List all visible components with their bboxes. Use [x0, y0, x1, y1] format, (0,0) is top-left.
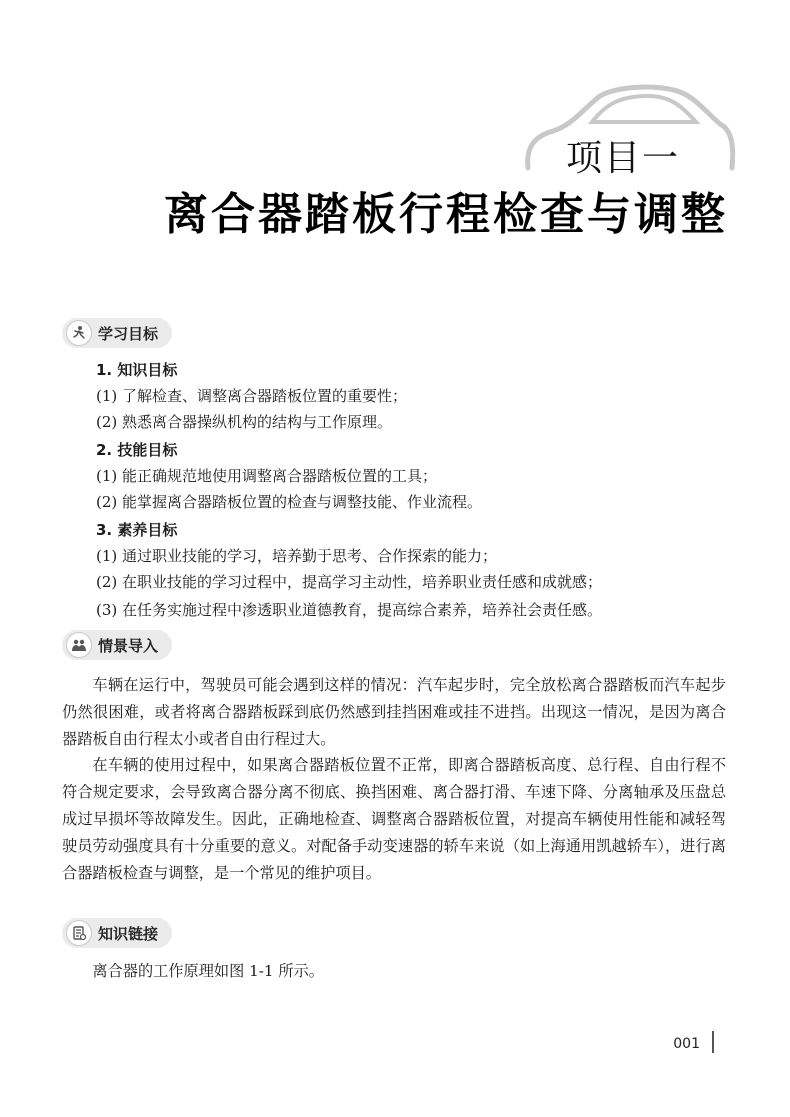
- list-item: (2) 能掌握离合器踏板位置的检查与调整技能、作业流程。: [96, 493, 483, 511]
- knowledge-objectives-title: 1. 知识目标: [96, 361, 178, 379]
- page-number-divider: [712, 1031, 714, 1053]
- list-item: (1) 能正确规范地使用调整离合器踏板位置的工具；: [96, 467, 438, 485]
- scenario-paragraph-2: 在车辆的使用过程中，如果离合器踏板位置不正常，即离合器踏板高度、总行程、自由行程不符合规定要求，会导致离合器分离不彻底、换挡困难、离合器打滑、车速下降、分离轴承及压盘总成过早损坏等故障发生。因此，正确地检查、调整离合器踏板位置，对提高车辆使用性能和减轻驾驶员劳动强度具有十分重要的意义。对配备手动变速器的轿车来说（如上海通用凯越轿车），进行离合器踏板检查与调整，是一个常见的维护项目。: [62, 756, 726, 882]
- section-heading-objectives: [62, 318, 172, 348]
- section-heading-knowledge-link: [62, 918, 172, 948]
- section-heading-label: 学习目标: [98, 324, 159, 343]
- section-heading-label: 情景导入: [98, 636, 159, 655]
- list-item: (2) 熟悉离合器操纵机构的结构与工作原理。: [96, 413, 393, 431]
- people-icon: [66, 632, 92, 658]
- literacy-objectives-title: 3. 素养目标: [96, 521, 178, 539]
- list-item: (2) 在职业技能的学习过程中，提高学习主动性，培养职业责任感和成就感；: [96, 573, 603, 591]
- scenario-paragraph-1: 车辆在运行中，驾驶员可能会遇到这样的情况：汽车起步时，完全放松离合器踏板而汽车起步仍然很困难，或者将离合器踏板踩到底仍然感到挂挡困难或挂不进挡。出现这一情况，是因为离合器踏板自由行程太小或者自由行程过大。: [62, 676, 726, 748]
- section-heading-scenario: [62, 630, 172, 660]
- page-title: 离合器踏板行程检查与调整: [164, 189, 728, 240]
- list-item: (1) 了解检查、调整离合器踏板位置的重要性；: [96, 387, 408, 405]
- list-item: (1) 通过职业技能的学习，培养勤于思考、合作探索的能力；: [96, 547, 498, 565]
- document-icon: [66, 920, 92, 946]
- runner-icon: [66, 320, 92, 346]
- page-number: 001: [673, 1036, 700, 1052]
- project-label: 项目一: [565, 138, 680, 179]
- section-heading-label: 知识链接: [98, 924, 159, 943]
- skill-objectives-title: 2. 技能目标: [96, 441, 178, 459]
- knowledge-link-paragraph: 离合器的工作原理如图 1-1 所示。: [92, 962, 324, 980]
- list-item: (3) 在任务实施过程中渗透职业道德教育，提高综合素养，培养社会责任感。: [96, 601, 603, 619]
